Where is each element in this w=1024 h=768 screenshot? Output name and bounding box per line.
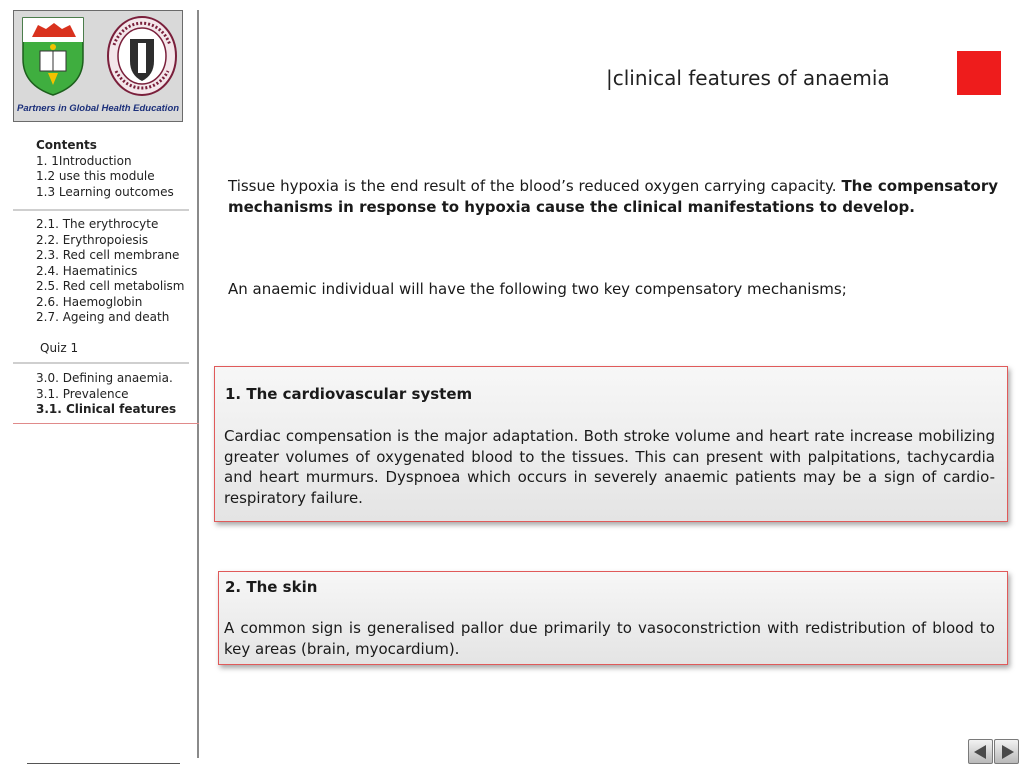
toc-item-red-cell-membrane[interactable]: 2.3. Red cell membrane	[36, 248, 180, 262]
toc-item-erythrocyte[interactable]: 2.1. The erythrocyte	[36, 217, 159, 231]
toc-item-introduction[interactable]: 1. 1Introduction	[36, 153, 132, 168]
university-shield-icon	[20, 15, 86, 97]
box-text: A common sign is generalised pallor due primarily to vasoconstriction with redistribution of blood to key areas (brain, myocardium).	[224, 619, 995, 658]
page-title: |clinical features of anaemia	[606, 66, 890, 90]
toc-item-learning-outcomes[interactable]: 1.3 Learning outcomes	[36, 184, 174, 199]
toc-active-underline	[13, 423, 199, 424]
college-seal-icon	[106, 15, 178, 97]
box-text: Cardiac compensation is the major adaptation. Both stroke volume and heart rate increase mobilizing greater volumes of oxygenated blood to the tissues. This can present with palpitations, tachycardia and heart murmurs. Dyspnoea which occurs in severely anaemic patients may be a sign of cardio-respiratory failure.	[224, 427, 995, 507]
skin-box	[218, 571, 1008, 665]
cardiovascular-box	[214, 366, 1008, 522]
toc-group-3	[36, 371, 176, 418]
toc-item-erythropoiesis[interactable]: 2.2. Erythropoiesis	[36, 232, 149, 247]
intro-text: Tissue hypoxia is the end result of the blood’s reduced oxygen carrying capacity.	[228, 177, 842, 195]
triangle-left-icon	[974, 745, 986, 759]
box-heading: 1. The cardiovascular system	[225, 385, 473, 403]
toc-item-quiz-1[interactable]: Quiz 1	[40, 340, 79, 355]
toc-group-2	[36, 217, 185, 356]
toc-separator	[13, 362, 189, 364]
toc-item-haematinics[interactable]: 2.4. Haematinics	[36, 263, 138, 278]
toc-item-prevalence[interactable]: 3.1. Prevalence	[36, 386, 129, 401]
logo-tagline: Partners in Global Health Education	[17, 103, 180, 114]
toc-item-haemoglobin[interactable]: 2.6. Haemoglobin	[36, 294, 143, 309]
previous-button[interactable]	[968, 739, 993, 764]
accent-square	[957, 51, 1001, 95]
contents-title: Contents	[36, 138, 97, 152]
box-heading: 2. The skin	[225, 578, 318, 596]
sidebar-divider	[197, 10, 199, 758]
intro-paragraph	[228, 176, 998, 217]
toc-separator	[13, 209, 189, 211]
footer-rule	[27, 763, 180, 764]
lead-paragraph: An anaemic individual will have the following two key compensatory mechanisms;	[228, 280, 847, 298]
next-button[interactable]	[994, 739, 1019, 764]
slide-navigation	[968, 739, 1020, 765]
triangle-right-icon	[1002, 745, 1014, 759]
toc-item-red-cell-metabolism[interactable]: 2.5. Red cell metabolism	[36, 279, 185, 293]
toc-item-clinical-features[interactable]: 3.1. Clinical features	[36, 402, 177, 416]
toc-item-ageing-death[interactable]: 2.7. Ageing and death	[36, 310, 170, 324]
table-of-contents	[36, 138, 174, 200]
toc-item-defining-anaemia[interactable]: 3.0. Defining anaemia.	[36, 371, 173, 385]
toc-item-use-module[interactable]: 1.2 use this module	[36, 169, 155, 183]
intro-bold-text: The compensatory mechanisms in response to hypoxia cause the clinical manifestations to develop.	[228, 177, 998, 216]
